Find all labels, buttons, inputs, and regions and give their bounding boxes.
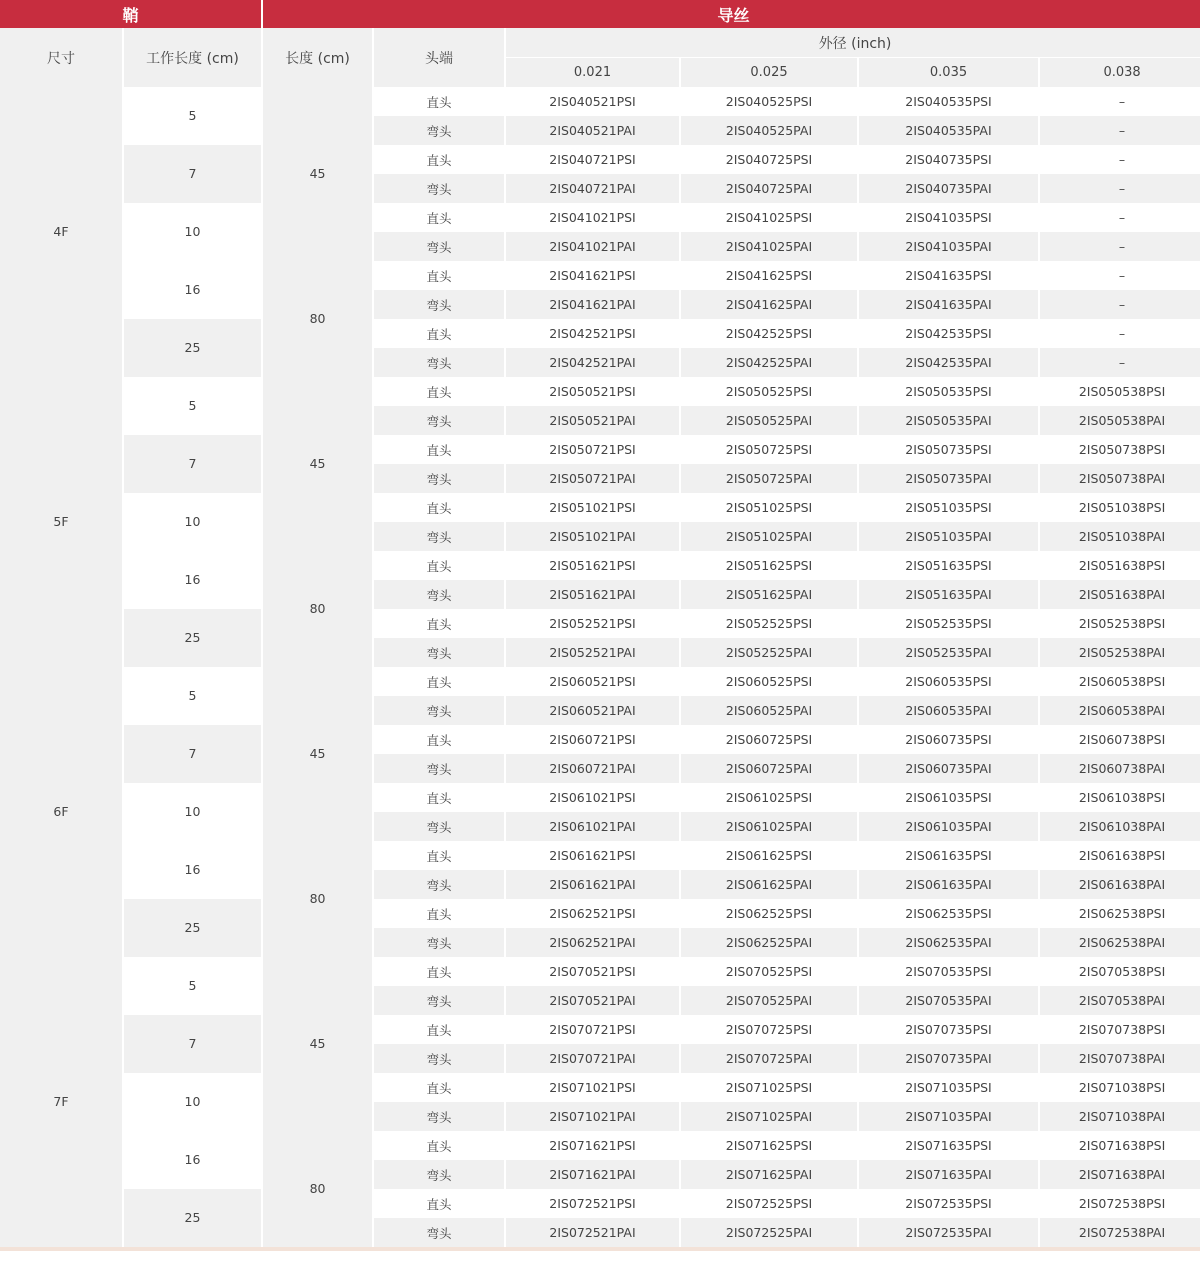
model-number-cell: 2IS041635PAI xyxy=(859,290,1038,319)
model-number-cell: 2IS071621PAI xyxy=(506,1160,679,1189)
model-number-cell: 2IS061621PSI xyxy=(506,841,679,870)
model-number-cell: 2IS040725PSI xyxy=(681,145,857,174)
model-number-cell: 2IS042521PAI xyxy=(506,348,679,377)
model-number-cell: 2IS072535PSI xyxy=(859,1189,1038,1218)
model-number-cell: 2IS050521PAI xyxy=(506,406,679,435)
model-number-cell: – xyxy=(1040,174,1200,203)
tip-cell: 弯头 xyxy=(374,754,504,783)
model-number-cell: 2IS041025PAI xyxy=(681,232,857,261)
tip-cell: 弯头 xyxy=(374,986,504,1015)
table-row xyxy=(0,261,1200,290)
model-number-cell: 2IS050738PAI xyxy=(1040,464,1200,493)
model-number-cell: 2IS050725PAI xyxy=(681,464,857,493)
working-length-cell: 7 xyxy=(124,145,261,203)
table-row xyxy=(0,957,1200,986)
tip-cell: 直头 xyxy=(374,87,504,116)
model-number-cell: 2IS071038PAI xyxy=(1040,1102,1200,1131)
tip-cell: 直头 xyxy=(374,261,504,290)
model-number-cell: 2IS061038PAI xyxy=(1040,812,1200,841)
size-cell: 6F xyxy=(0,667,122,957)
model-number-cell: 2IS070725PAI xyxy=(681,1044,857,1073)
model-number-cell: – xyxy=(1040,261,1200,290)
model-number-cell: 2IS071035PAI xyxy=(859,1102,1038,1131)
model-number-cell: 2IS050535PSI xyxy=(859,377,1038,406)
tip-cell: 弯头 xyxy=(374,696,504,725)
model-number-cell: 2IS051621PSI xyxy=(506,551,679,580)
model-number-cell: 2IS051635PSI xyxy=(859,551,1038,580)
model-number-cell: 2IS040535PAI xyxy=(859,116,1038,145)
tip-cell: 直头 xyxy=(374,493,504,522)
tip-cell: 直头 xyxy=(374,783,504,812)
model-number-cell: 2IS041021PSI xyxy=(506,203,679,232)
model-number-cell: 2IS040725PAI xyxy=(681,174,857,203)
table-row xyxy=(0,609,1200,638)
diameter-header: 0.021 xyxy=(506,57,679,87)
model-number-cell: 2IS062525PAI xyxy=(681,928,857,957)
model-number-cell: 2IS061021PSI xyxy=(506,783,679,812)
tip-cell: 直头 xyxy=(374,1131,504,1160)
tip-cell: 直头 xyxy=(374,841,504,870)
working-length-cell: 25 xyxy=(124,319,261,377)
working-length-cell: 16 xyxy=(124,261,261,319)
model-number-cell: 2IS052535PAI xyxy=(859,638,1038,667)
size-column-header: 尺寸 xyxy=(0,28,122,87)
model-number-cell: 2IS051035PAI xyxy=(859,522,1038,551)
model-number-cell: 2IS072521PAI xyxy=(506,1218,679,1247)
model-number-cell: 2IS051035PSI xyxy=(859,493,1038,522)
tip-cell: 弯头 xyxy=(374,348,504,377)
working-length-column-header: 工作长度 (cm) xyxy=(124,28,261,87)
model-number-cell: – xyxy=(1040,203,1200,232)
model-number-cell: 2IS060521PAI xyxy=(506,696,679,725)
tip-cell: 弯头 xyxy=(374,406,504,435)
model-number-cell: 2IS050735PAI xyxy=(859,464,1038,493)
model-number-cell: 2IS051638PAI xyxy=(1040,580,1200,609)
model-number-cell: 2IS062535PAI xyxy=(859,928,1038,957)
model-number-cell: 2IS070735PSI xyxy=(859,1015,1038,1044)
model-number-cell: 2IS061638PSI xyxy=(1040,841,1200,870)
table-row xyxy=(0,551,1200,580)
model-number-cell: 2IS052521PAI xyxy=(506,638,679,667)
tip-cell: 弯头 xyxy=(374,290,504,319)
model-number-cell: 2IS070525PSI xyxy=(681,957,857,986)
model-number-cell: 2IS060525PAI xyxy=(681,696,857,725)
model-number-cell: 2IS070738PAI xyxy=(1040,1044,1200,1073)
model-number-cell: 2IS051638PSI xyxy=(1040,551,1200,580)
working-length-cell: 7 xyxy=(124,1015,261,1073)
model-number-cell: 2IS071621PSI xyxy=(506,1131,679,1160)
length-cell: 80 xyxy=(263,1131,372,1247)
model-number-cell: 2IS050521PSI xyxy=(506,377,679,406)
model-number-cell: 2IS060535PAI xyxy=(859,696,1038,725)
tip-cell: 直头 xyxy=(374,435,504,464)
model-number-cell: 2IS061635PSI xyxy=(859,841,1038,870)
model-number-cell: 2IS060521PSI xyxy=(506,667,679,696)
model-number-cell: 2IS072538PSI xyxy=(1040,1189,1200,1218)
model-number-cell: – xyxy=(1040,319,1200,348)
model-number-cell: 2IS060725PSI xyxy=(681,725,857,754)
model-number-cell: 2IS072525PSI xyxy=(681,1189,857,1218)
model-number-cell: 2IS042521PSI xyxy=(506,319,679,348)
model-number-cell: 2IS070521PAI xyxy=(506,986,679,1015)
diameter-header: 0.038 xyxy=(1040,57,1200,87)
model-number-cell: 2IS061635PAI xyxy=(859,870,1038,899)
tip-cell: 弯头 xyxy=(374,812,504,841)
model-number-cell: 2IS050725PSI xyxy=(681,435,857,464)
model-number-cell: 2IS051038PSI xyxy=(1040,493,1200,522)
working-length-cell: 16 xyxy=(124,841,261,899)
tip-cell: 直头 xyxy=(374,145,504,174)
working-length-cell: 10 xyxy=(124,493,261,551)
model-number-cell: 2IS071635PSI xyxy=(859,1131,1038,1160)
model-number-cell: 2IS071021PAI xyxy=(506,1102,679,1131)
working-length-cell: 10 xyxy=(124,783,261,841)
model-number-cell: 2IS051625PAI xyxy=(681,580,857,609)
model-number-cell: 2IS070538PAI xyxy=(1040,986,1200,1015)
bottom-divider xyxy=(0,1247,1200,1251)
model-number-cell: 2IS041625PAI xyxy=(681,290,857,319)
model-number-cell: 2IS051635PAI xyxy=(859,580,1038,609)
table-row xyxy=(0,319,1200,348)
size-cell: 5F xyxy=(0,377,122,667)
tip-cell: 直头 xyxy=(374,899,504,928)
model-number-cell: 2IS071635PAI xyxy=(859,1160,1038,1189)
model-number-cell: 2IS060538PSI xyxy=(1040,667,1200,696)
table-row xyxy=(0,87,1200,116)
model-number-cell: – xyxy=(1040,348,1200,377)
model-number-cell: 2IS042535PAI xyxy=(859,348,1038,377)
model-number-cell: – xyxy=(1040,232,1200,261)
model-number-cell: 2IS041035PSI xyxy=(859,203,1038,232)
model-number-cell: 2IS051021PSI xyxy=(506,493,679,522)
tip-cell: 直头 xyxy=(374,725,504,754)
table-row xyxy=(0,1015,1200,1044)
working-length-cell: 10 xyxy=(124,203,261,261)
model-number-cell: 2IS070535PSI xyxy=(859,957,1038,986)
model-number-cell: 2IS070521PSI xyxy=(506,957,679,986)
model-number-cell: 2IS070735PAI xyxy=(859,1044,1038,1073)
model-number-cell: 2IS051625PSI xyxy=(681,551,857,580)
tip-cell: 直头 xyxy=(374,957,504,986)
model-number-cell: 2IS050738PSI xyxy=(1040,435,1200,464)
model-number-cell: 2IS071035PSI xyxy=(859,1073,1038,1102)
model-number-cell: 2IS062521PSI xyxy=(506,899,679,928)
model-number-cell: 2IS070721PSI xyxy=(506,1015,679,1044)
model-number-cell: 2IS062525PSI xyxy=(681,899,857,928)
tip-cell: 直头 xyxy=(374,609,504,638)
model-number-cell: 2IS040735PSI xyxy=(859,145,1038,174)
model-number-cell: 2IS060538PAI xyxy=(1040,696,1200,725)
model-number-cell: 2IS070725PSI xyxy=(681,1015,857,1044)
model-number-cell: 2IS040521PSI xyxy=(506,87,679,116)
model-number-cell: 2IS050535PAI xyxy=(859,406,1038,435)
working-length-cell: 16 xyxy=(124,551,261,609)
model-number-cell: 2IS040721PAI xyxy=(506,174,679,203)
size-cell: 7F xyxy=(0,957,122,1247)
model-number-cell: 2IS071025PAI xyxy=(681,1102,857,1131)
model-number-cell: 2IS062538PAI xyxy=(1040,928,1200,957)
working-length-cell: 5 xyxy=(124,87,261,145)
tip-cell: 直头 xyxy=(374,667,504,696)
working-length-cell: 16 xyxy=(124,1131,261,1189)
model-number-cell: 2IS041621PAI xyxy=(506,290,679,319)
model-number-cell: 2IS050735PSI xyxy=(859,435,1038,464)
table-row xyxy=(0,841,1200,870)
model-number-cell: 2IS041621PSI xyxy=(506,261,679,290)
model-number-cell: 2IS071038PSI xyxy=(1040,1073,1200,1102)
model-number-cell: 2IS060738PSI xyxy=(1040,725,1200,754)
model-number-cell: 2IS062521PAI xyxy=(506,928,679,957)
working-length-cell: 5 xyxy=(124,957,261,1015)
table-row xyxy=(0,899,1200,928)
tip-cell: 弯头 xyxy=(374,116,504,145)
length-cell: 80 xyxy=(263,261,372,377)
table-row xyxy=(0,725,1200,754)
length-cell: 45 xyxy=(263,377,372,551)
tip-cell: 直头 xyxy=(374,203,504,232)
length-column-header: 长度 (cm) xyxy=(263,28,372,87)
model-number-cell: 2IS061625PAI xyxy=(681,870,857,899)
model-number-cell: 2IS060721PAI xyxy=(506,754,679,783)
model-number-cell: 2IS061021PAI xyxy=(506,812,679,841)
model-number-cell: 2IS060735PAI xyxy=(859,754,1038,783)
size-cell: 4F xyxy=(0,87,122,377)
model-number-cell: 2IS061625PSI xyxy=(681,841,857,870)
working-length-cell: 7 xyxy=(124,725,261,783)
table-row xyxy=(0,435,1200,464)
model-number-cell: 2IS062538PSI xyxy=(1040,899,1200,928)
guidewire-group-header: 导丝 xyxy=(263,0,1200,28)
table-row xyxy=(0,377,1200,406)
tip-cell: 弯头 xyxy=(374,1102,504,1131)
model-number-cell: 2IS042535PSI xyxy=(859,319,1038,348)
table-body xyxy=(0,87,1200,1247)
model-number-cell: 2IS060535PSI xyxy=(859,667,1038,696)
tip-cell: 弯头 xyxy=(374,232,504,261)
model-number-cell: 2IS050721PSI xyxy=(506,435,679,464)
diameter-header: 0.035 xyxy=(859,57,1038,87)
model-number-cell: 2IS051021PAI xyxy=(506,522,679,551)
sheath-group-header: 鞘 xyxy=(0,0,261,28)
model-number-cell: 2IS071638PAI xyxy=(1040,1160,1200,1189)
model-number-cell: 2IS060525PSI xyxy=(681,667,857,696)
model-number-cell: 2IS070538PSI xyxy=(1040,957,1200,986)
model-number-cell: 2IS052521PSI xyxy=(506,609,679,638)
table-row xyxy=(0,1073,1200,1102)
model-number-cell: 2IS052535PSI xyxy=(859,609,1038,638)
tip-cell: 弯头 xyxy=(374,928,504,957)
model-number-cell: 2IS042525PAI xyxy=(681,348,857,377)
tip-cell: 弯头 xyxy=(374,464,504,493)
model-number-cell: 2IS070535PAI xyxy=(859,986,1038,1015)
model-number-cell: 2IS052525PAI xyxy=(681,638,857,667)
tip-cell: 直头 xyxy=(374,1015,504,1044)
diameter-header: 0.025 xyxy=(681,57,857,87)
table-row xyxy=(0,1131,1200,1160)
model-number-cell: 2IS071025PSI xyxy=(681,1073,857,1102)
model-number-cell: 2IS041021PAI xyxy=(506,232,679,261)
model-number-cell: 2IS050525PSI xyxy=(681,377,857,406)
model-number-cell: – xyxy=(1040,145,1200,174)
model-number-cell: 2IS050538PAI xyxy=(1040,406,1200,435)
table-row xyxy=(0,493,1200,522)
model-number-cell: – xyxy=(1040,290,1200,319)
model-number-cell: 2IS051621PAI xyxy=(506,580,679,609)
model-number-cell: 2IS071021PSI xyxy=(506,1073,679,1102)
model-number-cell: 2IS050525PAI xyxy=(681,406,857,435)
model-number-cell: 2IS040521PAI xyxy=(506,116,679,145)
model-number-cell: 2IS060735PSI xyxy=(859,725,1038,754)
model-number-cell: 2IS061025PAI xyxy=(681,812,857,841)
tip-cell: 直头 xyxy=(374,551,504,580)
model-number-cell: 2IS061621PAI xyxy=(506,870,679,899)
working-length-cell: 5 xyxy=(124,667,261,725)
model-number-cell: 2IS051025PAI xyxy=(681,522,857,551)
working-length-cell: 10 xyxy=(124,1073,261,1131)
model-number-cell: 2IS041025PSI xyxy=(681,203,857,232)
length-cell: 45 xyxy=(263,87,372,261)
model-number-cell: 2IS072521PSI xyxy=(506,1189,679,1218)
model-number-cell: 2IS060725PAI xyxy=(681,754,857,783)
model-number-cell: 2IS041035PAI xyxy=(859,232,1038,261)
working-length-cell: 7 xyxy=(124,435,261,493)
working-length-cell: 25 xyxy=(124,1189,261,1247)
model-number-cell: 2IS060738PAI xyxy=(1040,754,1200,783)
model-number-cell: 2IS051038PAI xyxy=(1040,522,1200,551)
tip-cell: 弯头 xyxy=(374,580,504,609)
model-number-cell: 2IS050721PAI xyxy=(506,464,679,493)
model-number-cell: 2IS052538PSI xyxy=(1040,609,1200,638)
model-number-cell: 2IS040721PSI xyxy=(506,145,679,174)
length-cell: 80 xyxy=(263,841,372,957)
length-cell: 45 xyxy=(263,957,372,1131)
model-number-cell: 2IS072525PAI xyxy=(681,1218,857,1247)
model-number-cell: 2IS061638PAI xyxy=(1040,870,1200,899)
model-number-cell: 2IS052525PSI xyxy=(681,609,857,638)
tip-cell: 弯头 xyxy=(374,1160,504,1189)
model-number-cell: – xyxy=(1040,87,1200,116)
model-number-cell: 2IS070525PAI xyxy=(681,986,857,1015)
model-number-cell: 2IS071625PAI xyxy=(681,1160,857,1189)
model-number-cell: 2IS071625PSI xyxy=(681,1131,857,1160)
model-number-cell: 2IS070721PAI xyxy=(506,1044,679,1073)
model-number-cell: 2IS040735PAI xyxy=(859,174,1038,203)
model-number-cell: 2IS041625PSI xyxy=(681,261,857,290)
tip-cell: 弯头 xyxy=(374,174,504,203)
model-number-cell: 2IS060721PSI xyxy=(506,725,679,754)
tip-cell: 弯头 xyxy=(374,870,504,899)
tip-cell: 弯头 xyxy=(374,1218,504,1247)
model-number-cell: 2IS072538PAI xyxy=(1040,1218,1200,1247)
working-length-cell: 25 xyxy=(124,609,261,667)
model-number-cell: 2IS061035PAI xyxy=(859,812,1038,841)
table-row xyxy=(0,1189,1200,1218)
model-number-cell: – xyxy=(1040,116,1200,145)
length-cell: 45 xyxy=(263,667,372,841)
model-number-cell: 2IS061038PSI xyxy=(1040,783,1200,812)
tip-cell: 直头 xyxy=(374,1073,504,1102)
table-row xyxy=(0,667,1200,696)
table-row xyxy=(0,203,1200,232)
length-cell: 80 xyxy=(263,551,372,667)
tip-column-header: 头端 xyxy=(374,28,504,87)
model-number-cell: 2IS070738PSI xyxy=(1040,1015,1200,1044)
working-length-cell: 5 xyxy=(124,377,261,435)
tip-cell: 弯头 xyxy=(374,1044,504,1073)
model-number-cell: 2IS040525PSI xyxy=(681,87,857,116)
tip-cell: 直头 xyxy=(374,319,504,348)
model-number-cell: 2IS071638PSI xyxy=(1040,1131,1200,1160)
model-number-cell: 2IS052538PAI xyxy=(1040,638,1200,667)
model-number-cell: 2IS050538PSI xyxy=(1040,377,1200,406)
table-row xyxy=(0,783,1200,812)
tip-cell: 直头 xyxy=(374,1189,504,1218)
model-number-cell: 2IS062535PSI xyxy=(859,899,1038,928)
model-number-cell: 2IS040525PAI xyxy=(681,116,857,145)
model-number-cell: 2IS042525PSI xyxy=(681,319,857,348)
outer-diameter-header: 外径 (inch) xyxy=(506,28,1200,57)
model-number-cell: 2IS061035PSI xyxy=(859,783,1038,812)
model-number-cell: 2IS061025PSI xyxy=(681,783,857,812)
working-length-cell: 25 xyxy=(124,899,261,957)
tip-cell: 弯头 xyxy=(374,638,504,667)
model-number-cell: 2IS040535PSI xyxy=(859,87,1038,116)
model-number-cell: 2IS072535PAI xyxy=(859,1218,1038,1247)
tip-cell: 弯头 xyxy=(374,522,504,551)
tip-cell: 直头 xyxy=(374,377,504,406)
table-row xyxy=(0,145,1200,174)
model-number-cell: 2IS041635PSI xyxy=(859,261,1038,290)
model-number-cell: 2IS051025PSI xyxy=(681,493,857,522)
